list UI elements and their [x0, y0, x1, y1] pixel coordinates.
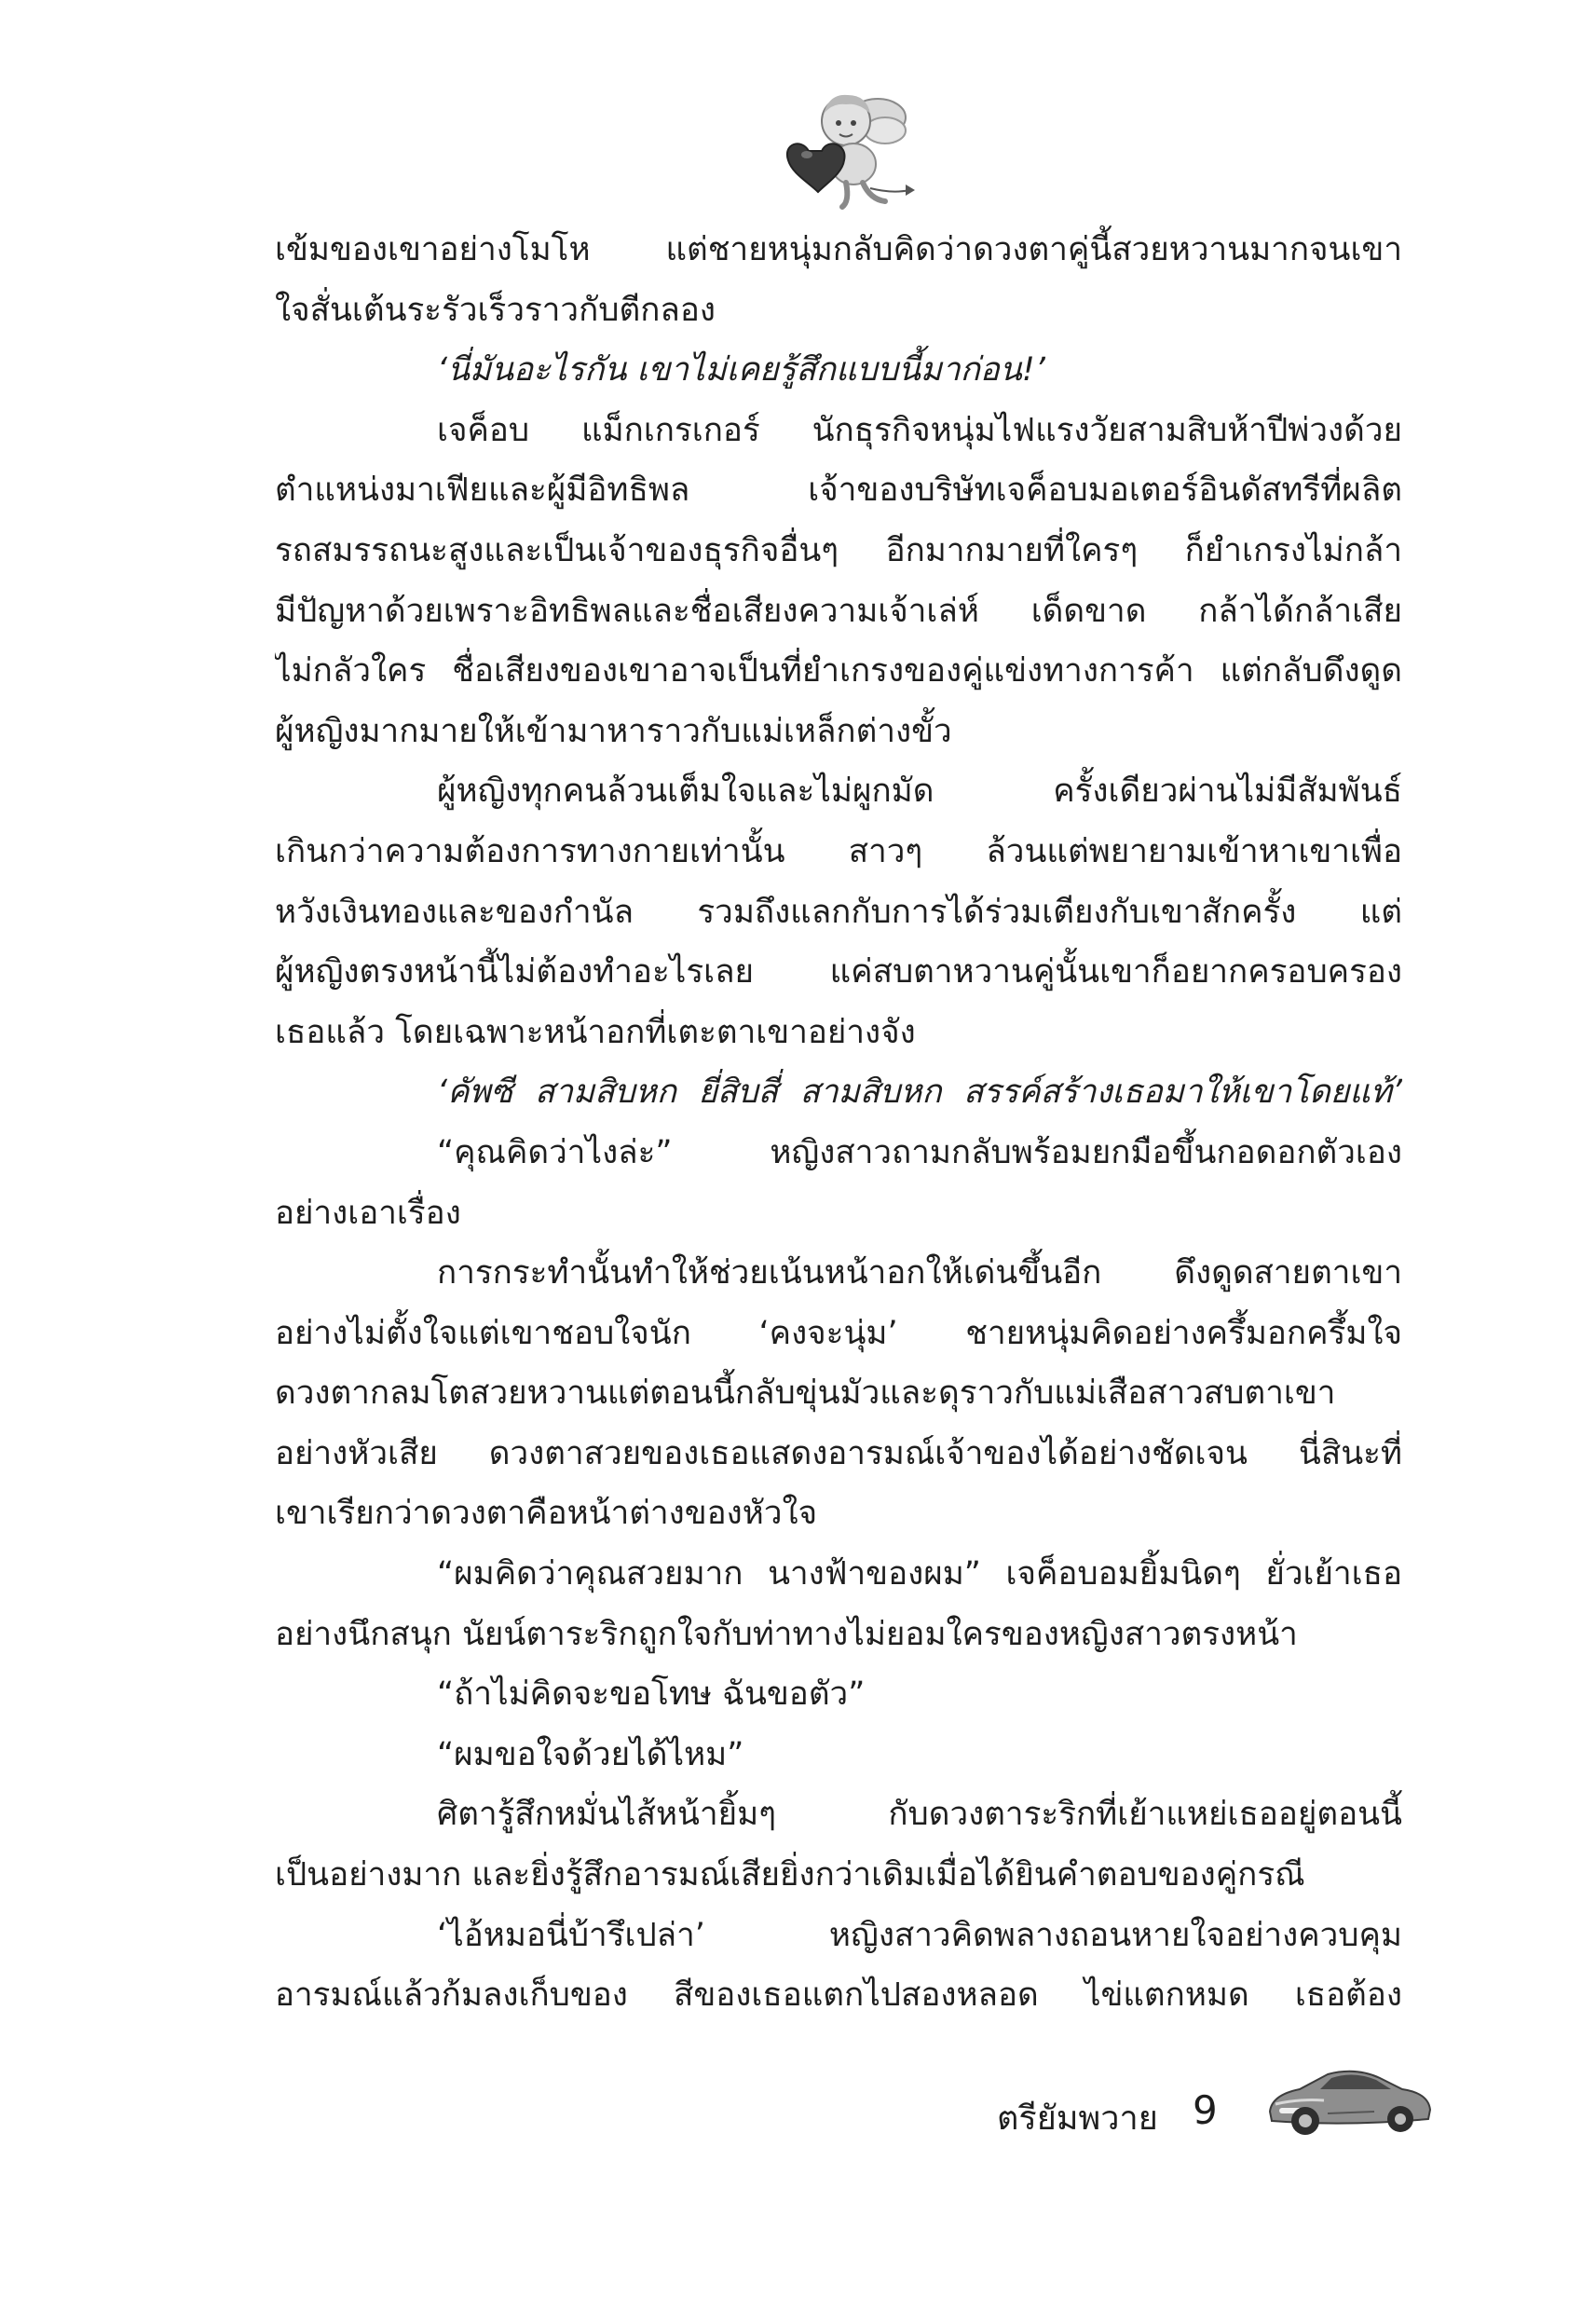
text-line: การกระทำนั้นทำให้ช่วยเน้นหน้าอกให้เด่นขึ้นอีก ดึงดูดสายตาเขา: [437, 1254, 1402, 1292]
text-line: ใจสั่นเต้นระรัวเร็วราวกับตีกลอง: [275, 291, 716, 329]
text-line: ตำแหน่งมาเฟียและผู้มีอิทธิพล เจ้าของบริษัทเจค็อบมอเตอร์อินดัสทรีที่ผลิต: [275, 472, 1402, 510]
text-line: เธอแล้ว โดยเฉพาะหน้าอกที่เตะตาเขาอย่างจัง: [275, 1013, 916, 1051]
text-line: ไม่กลัวใคร ชื่อเสียงของเขาอาจเป็นที่ยำเกรงของคู่แข่งทางการค้า แต่กลับดึงดูด: [275, 652, 1402, 691]
text-line: อย่างเอาเรื่อง: [275, 1194, 461, 1232]
page-number: 9: [1193, 2087, 1218, 2133]
text-line: หวังเงินทองและของกำนัล รวมถึงแลกกับการได้ร่วมเตียงกับเขาสักครั้ง แต่: [275, 893, 1402, 931]
text-line: เข้มของเขาอย่างโมโห แต่ชายหนุ่มกลับคิดว่าดวงตาคู่นี้สวยหวานมากจนเขา: [275, 231, 1402, 268]
text-line: “ผมคิดว่าคุณสวยมาก นางฟ้าของผม” เจค็อบอมยิ้มนิดๆ ยั่วเย้าเธอ: [437, 1555, 1402, 1593]
text-line: ดวงตากลมโตสวยหวานแต่ตอนนี้กลับขุ่นมัวและดุราวกับแม่เสือสาวสบตาเขา: [275, 1374, 1336, 1413]
text-line: อย่างหัวเสีย ดวงตาสวยของเธอแสดงอารมณ์เจ้าของได้อย่างชัดเจน นี่สินะที่: [275, 1434, 1402, 1472]
text-line: อย่างไม่ตั้งใจแต่เขาชอบใจนัก ‘คงจะนุ่ม’ ชายหนุ่มคิดอย่างครึ้มอกครึ้มใจ: [275, 1314, 1402, 1352]
text-line: ผู้หญิงทุกคนล้วนเต็มใจและไม่ผูกมัด ครั้งเดียวผ่านไม่มีสัมพันธ์: [437, 773, 1402, 811]
book-title: ตรียัมพวาย: [997, 2099, 1158, 2138]
text-line: อารมณ์แล้วก้มลงเก็บของ สีของเธอแตกไปสองหลอด ไข่แตกหมด เธอต้อง: [275, 1976, 1402, 2015]
text-line: รถสมรรถนะสูงและเป็นเจ้าของธุรกิจอื่นๆ อีกมากมายที่ใครๆ ก็ยำเกรงไม่กล้า: [275, 531, 1402, 569]
text-line: “ผมขอใจด้วยได้ไหม”: [437, 1735, 744, 1773]
text-line: มีปัญหาด้วยเพราะอิทธิพลและชื่อเสียงความเจ้าเล่ห์ เด็ดขาด กล้าได้กล้าเสีย: [275, 592, 1402, 630]
text-line: ‘ไอ้หมอนี่บ้ารึเปล่า’ หญิงสาวคิดพลางถอนหายใจอย่างควบคุม: [437, 1916, 1402, 1954]
text-line: “ถ้าไม่คิดจะขอโทษ ฉันขอตัว”: [437, 1675, 866, 1714]
text-line: เกินกว่าความต้องการทางกายเท่านั้น สาวๆ ล้วนแต่พยายามเข้าหาเขาเพื่อ: [275, 832, 1402, 870]
text-line: ผู้หญิงตรงหน้านี้ไม่ต้องทำอะไรเลย แค่สบตาหวานคู่นั้นเขาก็อยากครอบครอง: [275, 953, 1402, 991]
story-text: [275, 220, 1402, 2026]
text-line: ‘นี่มันอะไรกัน เขาไม่เคยรู้สึกแบบนี้มาก่อน!’: [437, 351, 1045, 390]
text-line: อย่างนึกสนุก นัยน์ตาระริกถูกใจกับท่าทางไม่ยอมใครของหญิงสาวตรงหน้า: [275, 1615, 1298, 1653]
text-line: ศิตารู้สึกหมั่นไส้หน้ายิ้มๆ กับดวงตาระริกที่เย้าแหย่เธออยู่ตอนนี้: [437, 1796, 1402, 1834]
text-line: เขาเรียกว่าดวงตาคือหน้าต่างของหัวใจ: [275, 1495, 818, 1533]
text-line: “คุณคิดว่าไงล่ะ” หญิงสาวถามกลับพร้อมยกมือขึ้นกอดอกตัวเอง: [437, 1133, 1402, 1171]
text-line: ผู้หญิงมากมายให้เข้ามาหาราวกับแม่เหล็กต่างขั้ว: [275, 712, 952, 750]
cupid-with-heart-icon: [781, 86, 921, 216]
text-line: เป็นอย่างมาก และยิ่งรู้สึกอารมณ์เสียยิ่งกว่าเดิมเมื่อได้ยินคำตอบของคู่กรณี: [275, 1856, 1305, 1894]
text-line: เจค็อบ แม็กเกรเกอร์ นักธุรกิจหนุ่มไฟแรงวัยสามสิบห้าปีพ่วงด้วย: [437, 411, 1402, 449]
text-line: ‘คัพซี สามสิบหก ยี่สิบสี่ สามสิบหก สรรค์สร้างเธอมาให้เขาโดยแท้’: [437, 1073, 1402, 1112]
sports-car-icon: [1262, 2058, 1435, 2141]
